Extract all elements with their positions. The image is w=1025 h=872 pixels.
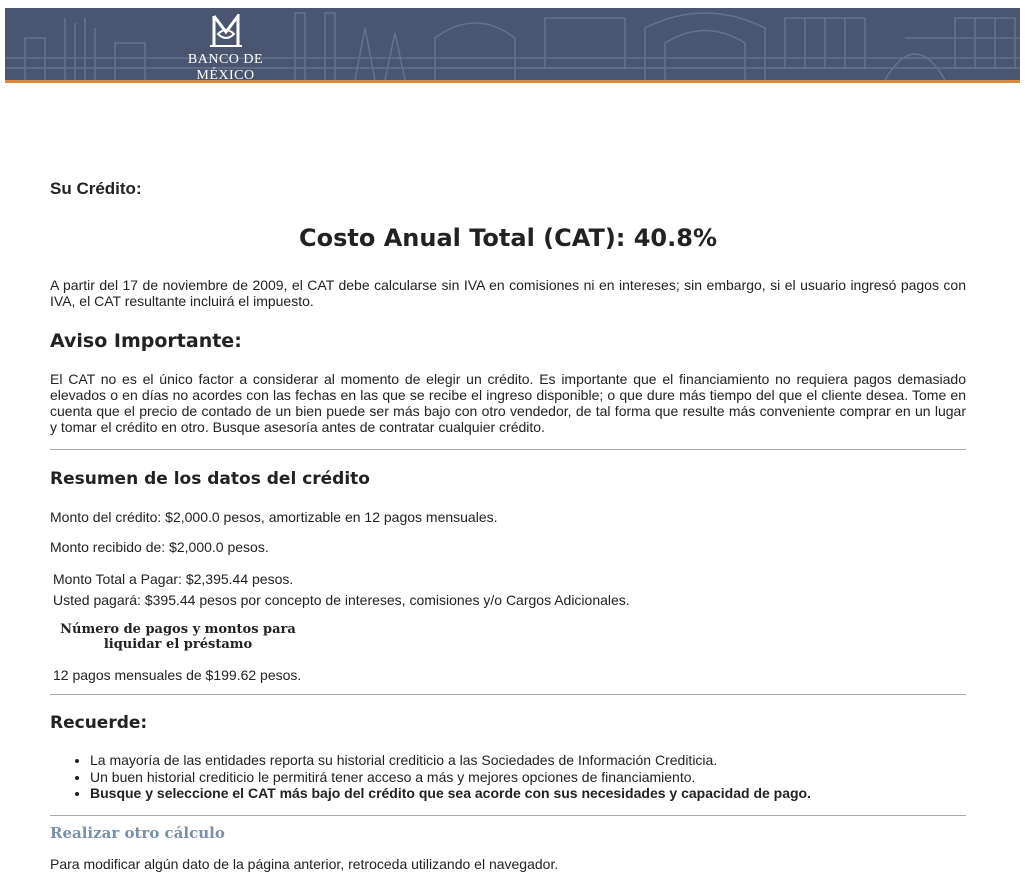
- footer-note: Para modificar algún dato de la página anterior, retroceda utilizando el navegador.: [50, 856, 559, 872]
- divider: [50, 815, 966, 816]
- monto-recibido: Monto recibido de: $2,000.0 pesos.: [50, 539, 269, 555]
- recuerde-heading: Recuerde:: [50, 713, 148, 733]
- divider: [50, 449, 966, 450]
- iva-note: A partir del 17 de noviembre de 2009, el CAT debe calcularse sin IVA en comisiones ni en intereses; sin embargo, si el usuario ingresó pagos con IVA, el CAT resultante incluirá el impuesto.: [50, 277, 966, 309]
- pagos-table-header: [60, 622, 296, 652]
- pagos-table-header-line2: liquidar el préstamo: [103, 637, 253, 652]
- recuerde-list: [50, 752, 970, 802]
- divider: [50, 694, 966, 695]
- banxico-logo[interactable]: [163, 14, 288, 83]
- monto-credito: Monto del crédito: $2,000.0 pesos, amortizable en 12 pagos mensuales.: [50, 509, 498, 525]
- su-credito-heading: Su Crédito:: [50, 179, 142, 198]
- cat-title: Costo Anual Total (CAT): 40.8%: [299, 224, 717, 252]
- list-item: • La mayoría de las entidades reporta su historial crediticio a las Sociedades de Información Crediticia.: [90, 752, 970, 769]
- banner-architecture-pattern: [5, 8, 1020, 80]
- list-item: • Un buen historial crediticio le permitirá tener acceso a más y mejores opciones de financiamiento.: [90, 769, 970, 786]
- banxico-monogram-icon: [206, 14, 246, 50]
- header-banner: [5, 8, 1020, 83]
- usted-pagara: Usted pagará: $395.44 pesos por concepto de intereses, comisiones y/o Cargos Adicionales.: [53, 592, 630, 608]
- resumen-heading: Resumen de los datos del crédito: [50, 469, 370, 489]
- bank-name: BANCO DE MÉXICO: [187, 52, 264, 83]
- pagos-row: 12 pagos mensuales de $199.62 pesos.: [53, 667, 302, 683]
- aviso-text: El CAT no es el único factor a considerar al momento de elegir un crédito. Es importante que el financiamiento no requiera pagos demasiado elevados o en días no acordes con las fechas en las que se recibe el ingreso disponible; o que dure más tiempo del que el cliente desea. Tome en cuenta que el precio de contado de un bien puede ser más bajo con otro vendedor, de tal forma que resulte más conveniente comprar en un lugar y tomar el crédito en otro. Busque asesoría antes de contratar cualquier crédito.: [50, 371, 966, 435]
- realizar-otro-calculo-link[interactable]: Realizar otro cálculo: [50, 824, 225, 842]
- pagos-table-header-line1: Número de pagos y montos para: [60, 622, 296, 637]
- aviso-heading: Aviso Importante:: [50, 330, 242, 352]
- list-item: • Busque y seleccione el CAT más bajo del crédito que sea acorde con sus necesidades y capacidad de pago.: [90, 785, 970, 802]
- monto-total: Monto Total a Pagar: $2,395.44 pesos.: [53, 571, 294, 587]
